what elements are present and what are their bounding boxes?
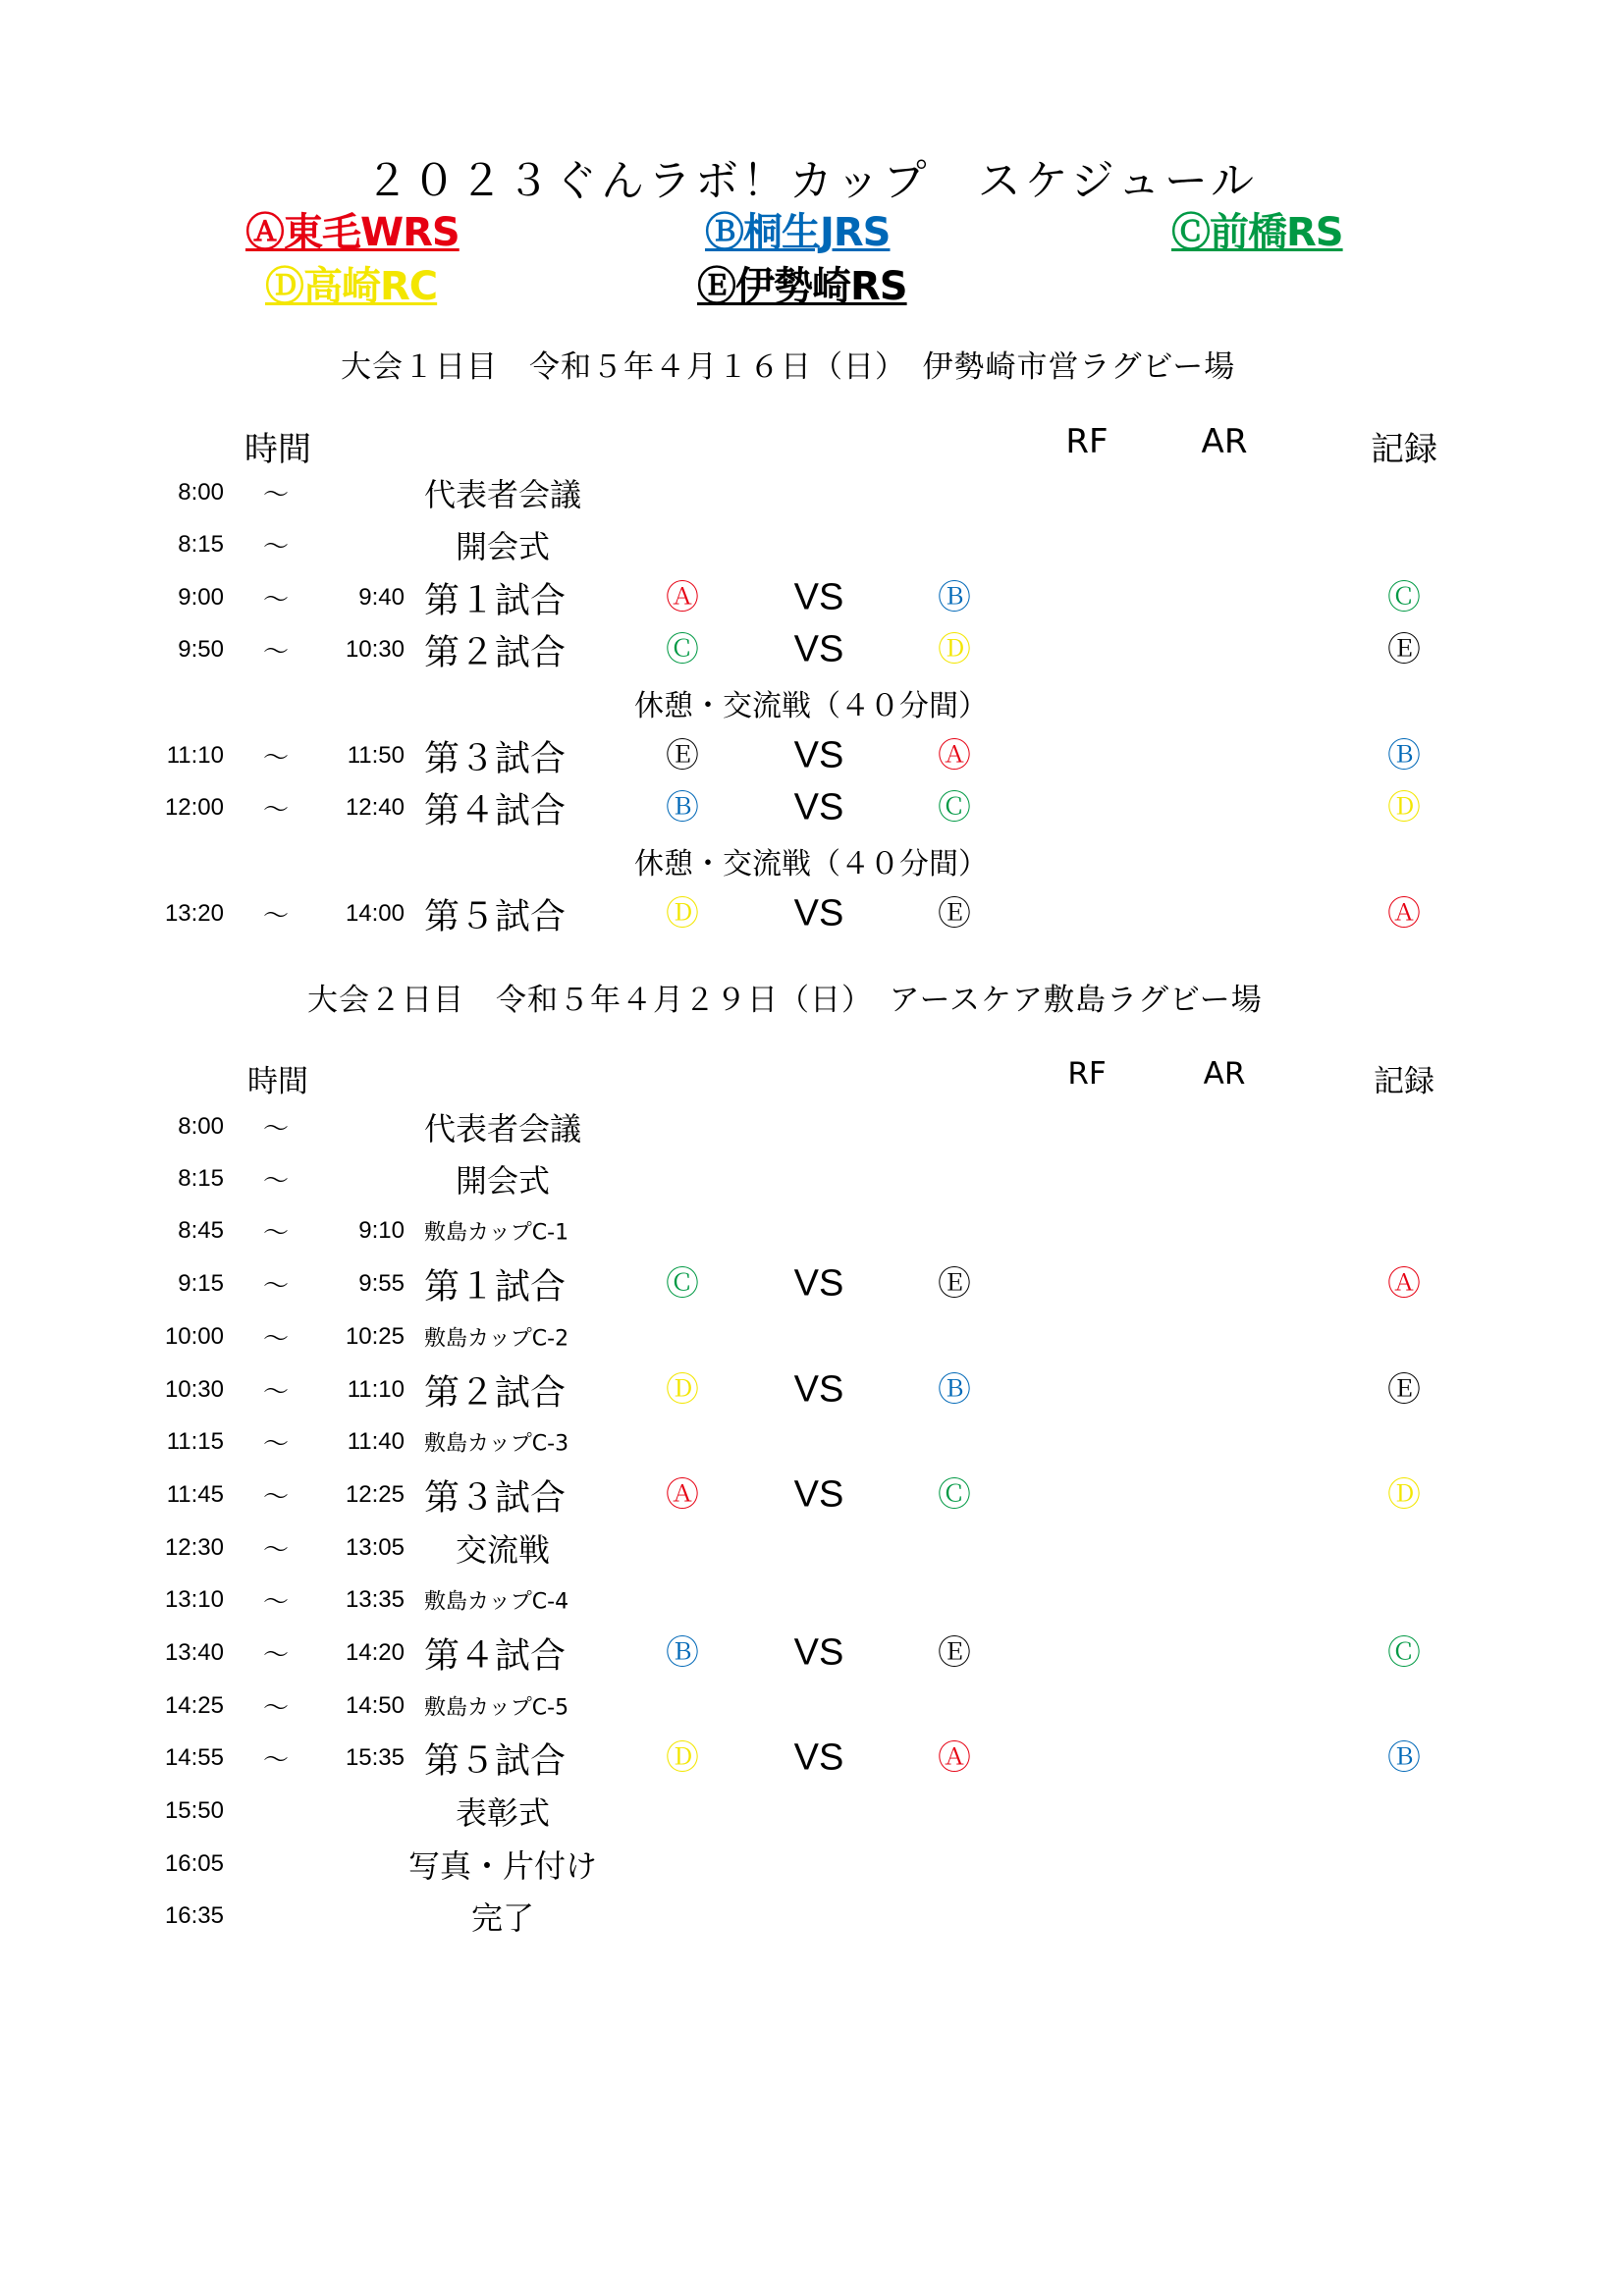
row-start-time: 13:10 (164, 1586, 224, 1613)
team-e-label: Ⓔ伊勢崎RS (697, 264, 907, 309)
away-team-mark: Ⓑ (938, 1370, 971, 1410)
away-team-mark: Ⓒ (938, 788, 971, 828)
row-event: 敷島カップC-1 (424, 1220, 569, 1246)
away-team-mark: Ⓐ (938, 1738, 971, 1778)
row-start-time: 16:05 (164, 1850, 224, 1877)
break-note: 休憩・交流戦（４０分間） (634, 689, 988, 723)
record-team-mark: Ⓑ (1387, 736, 1421, 775)
vs-label: VS (793, 576, 844, 618)
away-team-mark: Ⓐ (938, 736, 971, 775)
away-team-mark: Ⓔ (938, 1633, 971, 1673)
day2-header: 大会２日目 令和５年４月２９日（日） アースケア敷島ラグビー場 (307, 983, 1263, 1018)
home-team-mark: Ⓒ (666, 1264, 699, 1304)
row-event: 代表者会議 (423, 1110, 582, 1148)
row-tilde: ～ (262, 1587, 290, 1618)
row-tilde: ～ (262, 1166, 290, 1197)
column-header-record: 記録 (1374, 1064, 1434, 1099)
row-end-time: 11:10 (347, 1376, 405, 1403)
row-tilde: ～ (262, 795, 290, 826)
record-team-mark: Ⓔ (1387, 1370, 1421, 1410)
home-team-mark: Ⓒ (666, 630, 699, 669)
row-tilde: ～ (262, 1114, 290, 1145)
row-end-time: 9:10 (358, 1217, 405, 1244)
row-start-time: 14:25 (164, 1692, 224, 1719)
row-end-time: 11:50 (347, 742, 405, 769)
column-header-ar: AR (1201, 422, 1248, 461)
row-end-time: 12:40 (345, 794, 405, 821)
vs-label: VS (793, 1473, 844, 1516)
away-team-mark: Ⓑ (938, 578, 971, 617)
away-team-mark: Ⓓ (938, 630, 971, 669)
column-header-ar: AR (1203, 1056, 1246, 1092)
row-tilde: ～ (262, 743, 290, 774)
row-tilde: ～ (262, 1535, 290, 1566)
row-event: 交流戦 (455, 1531, 551, 1569)
row-event: 第５試合 (424, 1740, 567, 1782)
vs-label: VS (793, 786, 844, 828)
row-start-time: 14:55 (164, 1744, 224, 1771)
row-event: 第５試合 (424, 896, 567, 937)
row-end-time: 9:40 (358, 584, 405, 611)
row-start-time: 11:10 (166, 742, 224, 769)
row-end-time: 11:40 (347, 1428, 405, 1455)
row-end-time: 10:30 (345, 636, 405, 663)
row-tilde: ～ (262, 901, 290, 932)
row-start-time: 9:15 (178, 1270, 224, 1297)
row-end-time: 14:50 (345, 1692, 405, 1719)
row-start-time: 8:15 (178, 531, 224, 558)
row-event: 第１試合 (424, 580, 567, 621)
row-tilde: ～ (262, 532, 290, 562)
away-team-mark: Ⓒ (938, 1475, 971, 1515)
row-event: 第４試合 (424, 790, 567, 831)
record-team-mark: Ⓐ (1387, 1264, 1421, 1304)
record-team-mark: Ⓒ (1387, 578, 1421, 617)
home-team-mark: Ⓑ (666, 788, 699, 828)
row-start-time: 10:30 (164, 1376, 224, 1403)
record-team-mark: Ⓒ (1387, 1633, 1421, 1673)
away-team-mark: Ⓔ (938, 1264, 971, 1304)
row-start-time: 16:35 (164, 1902, 224, 1929)
column-header-rf: RF (1067, 1056, 1107, 1092)
row-start-time: 11:45 (166, 1481, 224, 1508)
record-team-mark: Ⓑ (1387, 1738, 1421, 1778)
row-start-time: 8:00 (178, 1113, 224, 1140)
row-event: 敷島カップC-3 (424, 1431, 569, 1457)
vs-label: VS (793, 628, 844, 670)
page-title: ２０２３ぐんラボ！カップ スケジュール (365, 156, 1258, 206)
row-start-time: 9:00 (178, 584, 224, 611)
row-start-time: 8:00 (178, 479, 224, 506)
row-event: 開会式 (455, 528, 551, 565)
row-start-time: 12:00 (164, 794, 224, 821)
home-team-mark: Ⓔ (666, 736, 699, 775)
vs-label: VS (793, 1631, 844, 1674)
row-tilde: ～ (262, 1271, 290, 1302)
row-tilde: ～ (262, 637, 290, 667)
row-start-time: 10:00 (164, 1323, 224, 1350)
row-end-time: 12:25 (345, 1481, 405, 1508)
home-team-mark: Ⓐ (666, 578, 699, 617)
row-event: 第３試合 (424, 738, 567, 779)
row-end-time: 10:25 (345, 1323, 405, 1350)
home-team-mark: Ⓓ (666, 1370, 699, 1410)
column-header-time: 時間 (247, 1064, 308, 1099)
column-header-rf: RF (1065, 422, 1109, 461)
row-end-time: 13:05 (345, 1534, 405, 1561)
break-note: 休憩・交流戦（４０分間） (634, 847, 988, 881)
vs-label: VS (793, 892, 844, 934)
row-end-time: 13:35 (345, 1586, 405, 1613)
team-c-label: Ⓒ前橋RS (1171, 210, 1343, 255)
row-event: 写真・片付け (407, 1847, 598, 1885)
home-team-mark: Ⓑ (666, 1633, 699, 1673)
row-tilde: ～ (262, 480, 290, 510)
row-event: 第３試合 (424, 1477, 567, 1519)
row-event: 代表者会議 (423, 476, 582, 513)
home-team-mark: Ⓓ (666, 894, 699, 934)
row-event: 第１試合 (424, 1266, 567, 1308)
home-team-mark: Ⓐ (666, 1475, 699, 1515)
row-start-time: 13:40 (164, 1639, 224, 1666)
record-team-mark: Ⓓ (1387, 1475, 1421, 1515)
row-start-time: 8:45 (178, 1217, 224, 1244)
vs-label: VS (793, 1262, 844, 1305)
row-end-time: 14:00 (345, 900, 405, 927)
row-start-time: 9:50 (178, 636, 224, 663)
column-header-record: 記録 (1371, 430, 1437, 469)
away-team-mark: Ⓔ (938, 894, 971, 934)
row-event: 敷島カップC-5 (424, 1695, 569, 1721)
row-start-time: 8:15 (178, 1165, 224, 1192)
vs-label: VS (793, 1736, 844, 1779)
row-event: 第４試合 (424, 1635, 567, 1677)
row-tilde: ～ (262, 1429, 290, 1460)
row-event: 敷島カップC-4 (424, 1589, 569, 1615)
row-tilde: ～ (262, 585, 290, 615)
row-tilde: ～ (262, 1693, 290, 1724)
row-end-time: 14:20 (345, 1639, 405, 1666)
team-a-label: Ⓐ東毛WRS (245, 210, 460, 255)
team-b-label: Ⓑ桐生JRS (705, 210, 891, 255)
row-tilde: ～ (262, 1218, 290, 1249)
vs-label: VS (793, 734, 844, 776)
row-event: 開会式 (455, 1162, 551, 1200)
row-tilde: ～ (262, 1640, 290, 1671)
record-team-mark: Ⓔ (1387, 630, 1421, 669)
row-end-time: 15:35 (345, 1744, 405, 1771)
row-start-time: 12:30 (164, 1534, 224, 1561)
vs-label: VS (793, 1368, 844, 1411)
row-start-time: 13:20 (164, 900, 224, 927)
row-tilde: ～ (262, 1482, 290, 1513)
row-event: 第２試合 (424, 632, 567, 673)
row-event: 敷島カップC-2 (424, 1326, 569, 1352)
row-tilde: ～ (262, 1745, 290, 1776)
row-end-time: 9:55 (358, 1270, 405, 1297)
team-d-label: Ⓓ高崎RC (265, 264, 438, 309)
column-header-time: 時間 (244, 430, 311, 469)
record-team-mark: Ⓐ (1387, 894, 1421, 934)
row-start-time: 11:15 (166, 1428, 224, 1455)
day1-header: 大会１日目 令和５年４月１６日（日） 伊勢崎市営ラグビー場 (341, 349, 1236, 385)
row-event: 第２試合 (424, 1372, 567, 1414)
row-event: 表彰式 (455, 1794, 551, 1832)
row-event: 完了 (470, 1899, 535, 1937)
row-start-time: 15:50 (164, 1797, 224, 1824)
record-team-mark: Ⓓ (1387, 788, 1421, 828)
row-tilde: ～ (262, 1324, 290, 1355)
row-tilde: ～ (262, 1377, 290, 1408)
home-team-mark: Ⓓ (666, 1738, 699, 1778)
